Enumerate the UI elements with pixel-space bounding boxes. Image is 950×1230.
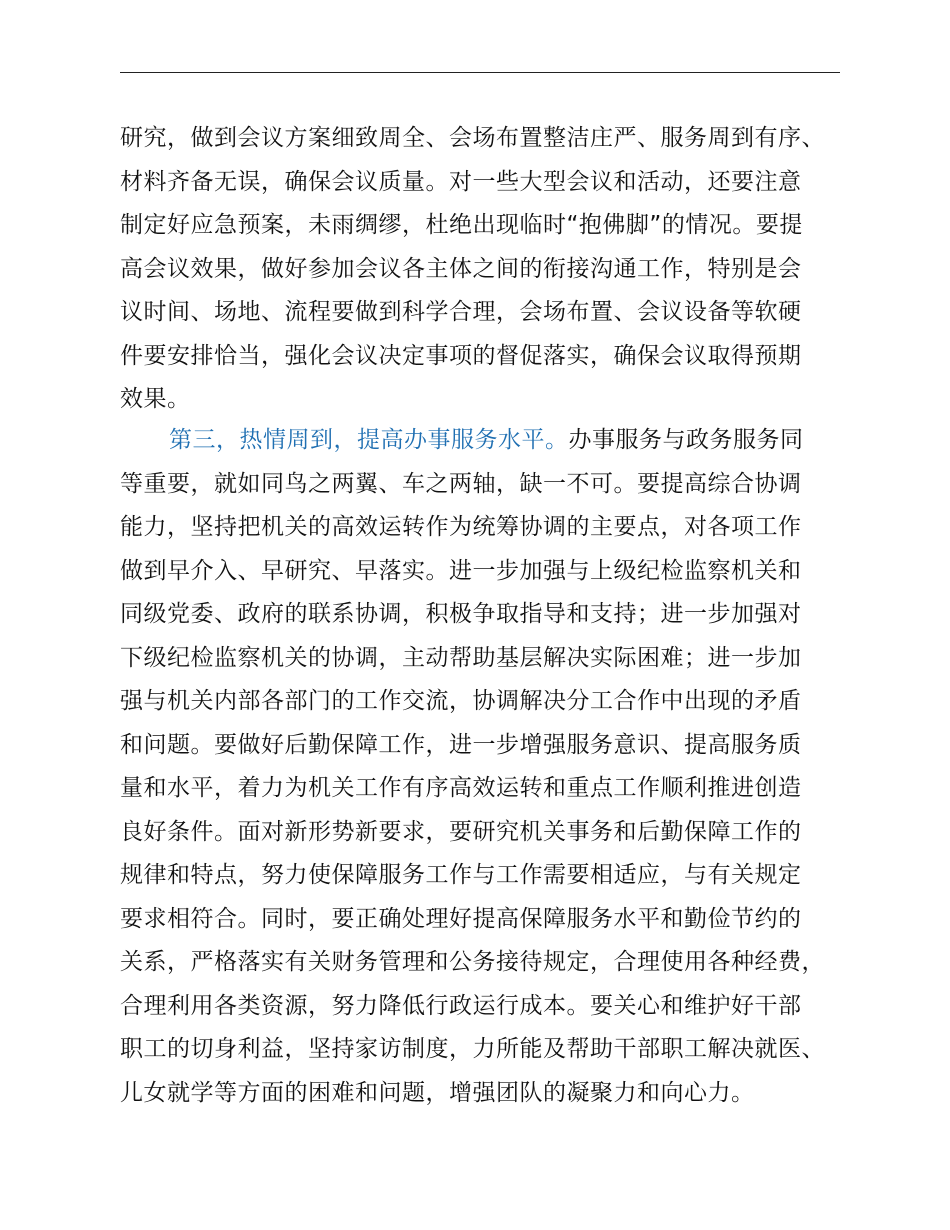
first-line-text: 办事服务与政务服务同 [568, 427, 804, 453]
paragraph-line: 高会议效果，做好参加会议各主体之间的衔接沟通工作，特别是会 [120, 255, 802, 282]
paragraph-line: 良好条件。面对新形势新要求，要研究机关事务和后勤保障工作的 [120, 818, 802, 845]
paragraph-2 [120, 419, 860, 1115]
header-rule [120, 72, 840, 73]
paragraph-line: 职工的切身利益，坚持家访制度，力所能及帮助干部职工解决就医、 [120, 1036, 825, 1062]
paragraph-first-line [120, 419, 860, 463]
section-heading: 第三，热情周到，提高办事服务水平。 [169, 427, 569, 453]
paragraph-line: 要求相符合。同时，要正确处理好提高保障服务水平和勤俭节约的 [120, 905, 802, 932]
paragraph-line: 关系，严格落实有关财务管理和公务接待规定，合理使用各种经费， [120, 949, 825, 975]
paragraph-1 [120, 117, 860, 422]
paragraph-line: 能力，坚持把机关的高效运转作为统筹协调的主要点，对各项工作 [120, 514, 802, 540]
paragraph-line: 强与机关内部各部门的工作交流，协调解决分工合作中出现的矛盾 [120, 688, 802, 714]
paragraph-line: 下级纪检监察机关的协调，主动帮助基层解决实际困难；进一步加 [120, 644, 802, 671]
paragraph-line: 做到早介入、早研究、早落实。进一步加强与上级纪检监察机关和 [120, 557, 802, 584]
paragraph-line: 规律和特点，努力使保障服务工作与工作需要相适应，与有关规定 [120, 862, 802, 888]
paragraph-line: 儿女就学等方面的困难和问题，增强团队的凝聚力和向心力。 [120, 1079, 755, 1106]
paragraph-line: 效果。 [120, 386, 191, 412]
paragraph-line: 等重要，就如同鸟之两翼、车之两轴，缺一不可。要提高综合协调 [120, 470, 802, 497]
paragraph-line: 议时间、场地、流程要做到科学合理，会场布置、会议设备等软硬 [120, 299, 802, 325]
paragraph-line: 件要安排恰当，强化会议决定事项的督促落实，确保会议取得预期 [120, 342, 802, 369]
paragraph-line: 和问题。要做好后勤保障工作，进一步增强服务意识、提高服务质 [120, 731, 802, 758]
paragraph-line: 同级党委、政府的联系协调，积极争取指导和支持；进一步加强对 [120, 601, 802, 627]
paragraph-line: 制定好应急预案，未雨绸缪，杜绝出现临时“抱佛脚”的情况。要提 [120, 212, 803, 238]
paragraph-line: 材料齐备无误，确保会议质量。对一些大型会议和活动，还要注意 [120, 168, 802, 195]
paragraph-line: 合理利用各类资源，努力降低行政运行成本。要关心和维护好干部 [120, 992, 802, 1019]
paragraph-line: 量和水平，着力为机关工作有序高效运转和重点工作顺利推进创造 [120, 775, 802, 801]
paragraph-line: 研究，做到会议方案细致周全、会场布置整洁庄严、服务周到有序、 [120, 125, 825, 151]
